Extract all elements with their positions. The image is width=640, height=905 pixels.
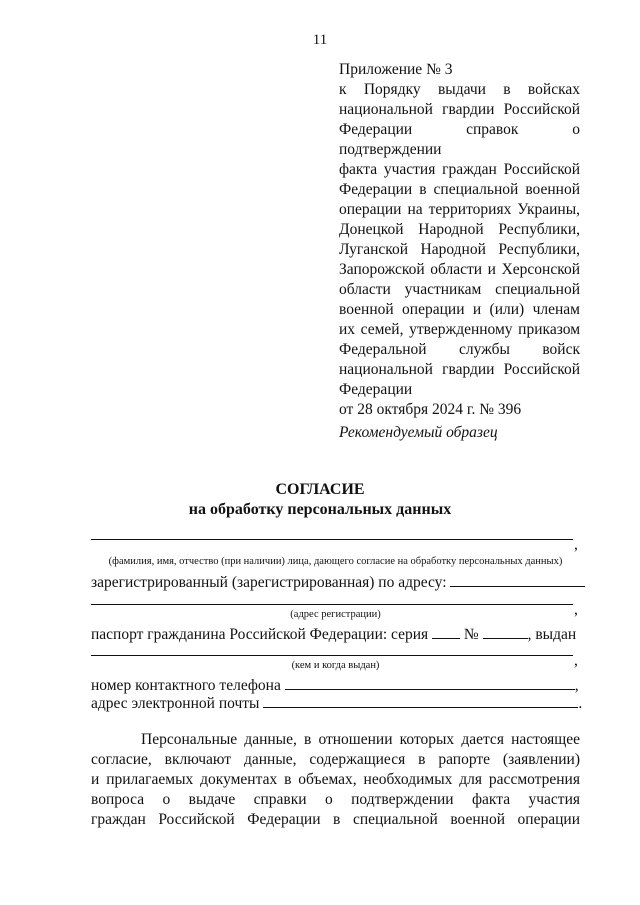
body-paragraph <box>91 730 580 830</box>
name-field-line[interactable] <box>91 539 573 540</box>
passport-issued-label: , выдан <box>527 626 577 643</box>
phone-field-line[interactable] <box>285 675 575 690</box>
heading-subtitle: на обработку персональных данных <box>188 501 452 518</box>
body-line: Персональные данные, в отношении которых дается настоящее <box>141 731 580 748</box>
address-hint: (адрес регистрации) <box>290 609 381 620</box>
issued-field-line[interactable] <box>91 655 573 656</box>
page-number: 11 <box>312 32 328 48</box>
phone-field-comma: , <box>574 677 579 694</box>
appendix-line: Луганской Народной Республики, <box>339 241 580 258</box>
registration-field-line[interactable] <box>450 572 585 587</box>
appendix-line: Запорожской области и Херсонской <box>339 261 580 278</box>
issued-field-comma: , <box>574 652 578 669</box>
appendix-line: Федерации <box>339 381 413 398</box>
document-heading <box>0 480 640 520</box>
address-field-line[interactable] <box>91 604 573 605</box>
appendix-line: Федерации в специальной военной <box>339 181 580 198</box>
appendix-title: Приложение № 3 <box>339 61 453 78</box>
passport-number-field[interactable] <box>483 624 528 639</box>
appendix-order-line: от 28 октября 2024 г. № 396 <box>339 401 522 418</box>
appendix-line: Донецкой Народной Республики, <box>339 221 580 238</box>
sample-label: Рекомендуемый образец <box>339 424 498 441</box>
email-row <box>91 693 583 713</box>
passport-label: паспорт гражданина Российской Федерации: серия <box>91 626 429 643</box>
appendix-line: Федеральной службы войск <box>339 341 580 358</box>
passport-number-label: № <box>463 626 479 643</box>
phone-row <box>91 675 580 695</box>
address-field-comma: , <box>574 601 578 618</box>
appendix-line: их семей, утвержденному приказом <box>339 321 580 338</box>
appendix-line: области участникам специальной <box>339 281 580 298</box>
appendix-line: факта участия граждан Российской <box>339 161 580 178</box>
appendix-line: к Порядку выдачи в войсках <box>339 81 580 98</box>
heading-title: СОГЛАСИЕ <box>275 481 365 498</box>
issued-hint: (кем и когда выдан) <box>291 660 380 671</box>
body-line: вопроса о выдаче справки о подтверждении факта участия <box>91 791 580 808</box>
appendix-line: операции на территориях Украины, <box>339 201 580 218</box>
email-field-period: . <box>578 695 583 712</box>
name-hint: (фамилия, имя, отчество (при наличии) лица, дающего согласие на обработку персональных данных) <box>108 556 563 567</box>
appendix-line: военной операции и (или) членам <box>339 301 580 318</box>
appendix-line: национальной гвардии Российской <box>339 361 580 378</box>
registration-label: зарегистрированный (зарегистрированная) по адресу: <box>91 574 447 591</box>
passport-row <box>91 624 580 644</box>
phone-label: номер контактного телефона <box>91 677 281 694</box>
passport-series-field[interactable] <box>432 624 460 639</box>
appendix-line: Федерации справок о подтверждении <box>339 121 580 158</box>
name-field-comma: , <box>574 536 578 553</box>
body-line: граждан Российской Федерации в специальной военной операции <box>91 811 580 828</box>
body-line: согласие, включают данные, содержащиеся в рапорте (заявлении) <box>91 751 580 768</box>
email-field-line[interactable] <box>263 693 578 708</box>
email-label: адрес электронной почты <box>91 695 260 712</box>
body-line: и прилагаемых документах в объемах, необходимых для рассмотрения <box>91 771 580 788</box>
appendix-line: национальной гвардии Российской <box>339 101 580 118</box>
registration-row <box>91 572 580 592</box>
appendix-block <box>339 60 580 420</box>
